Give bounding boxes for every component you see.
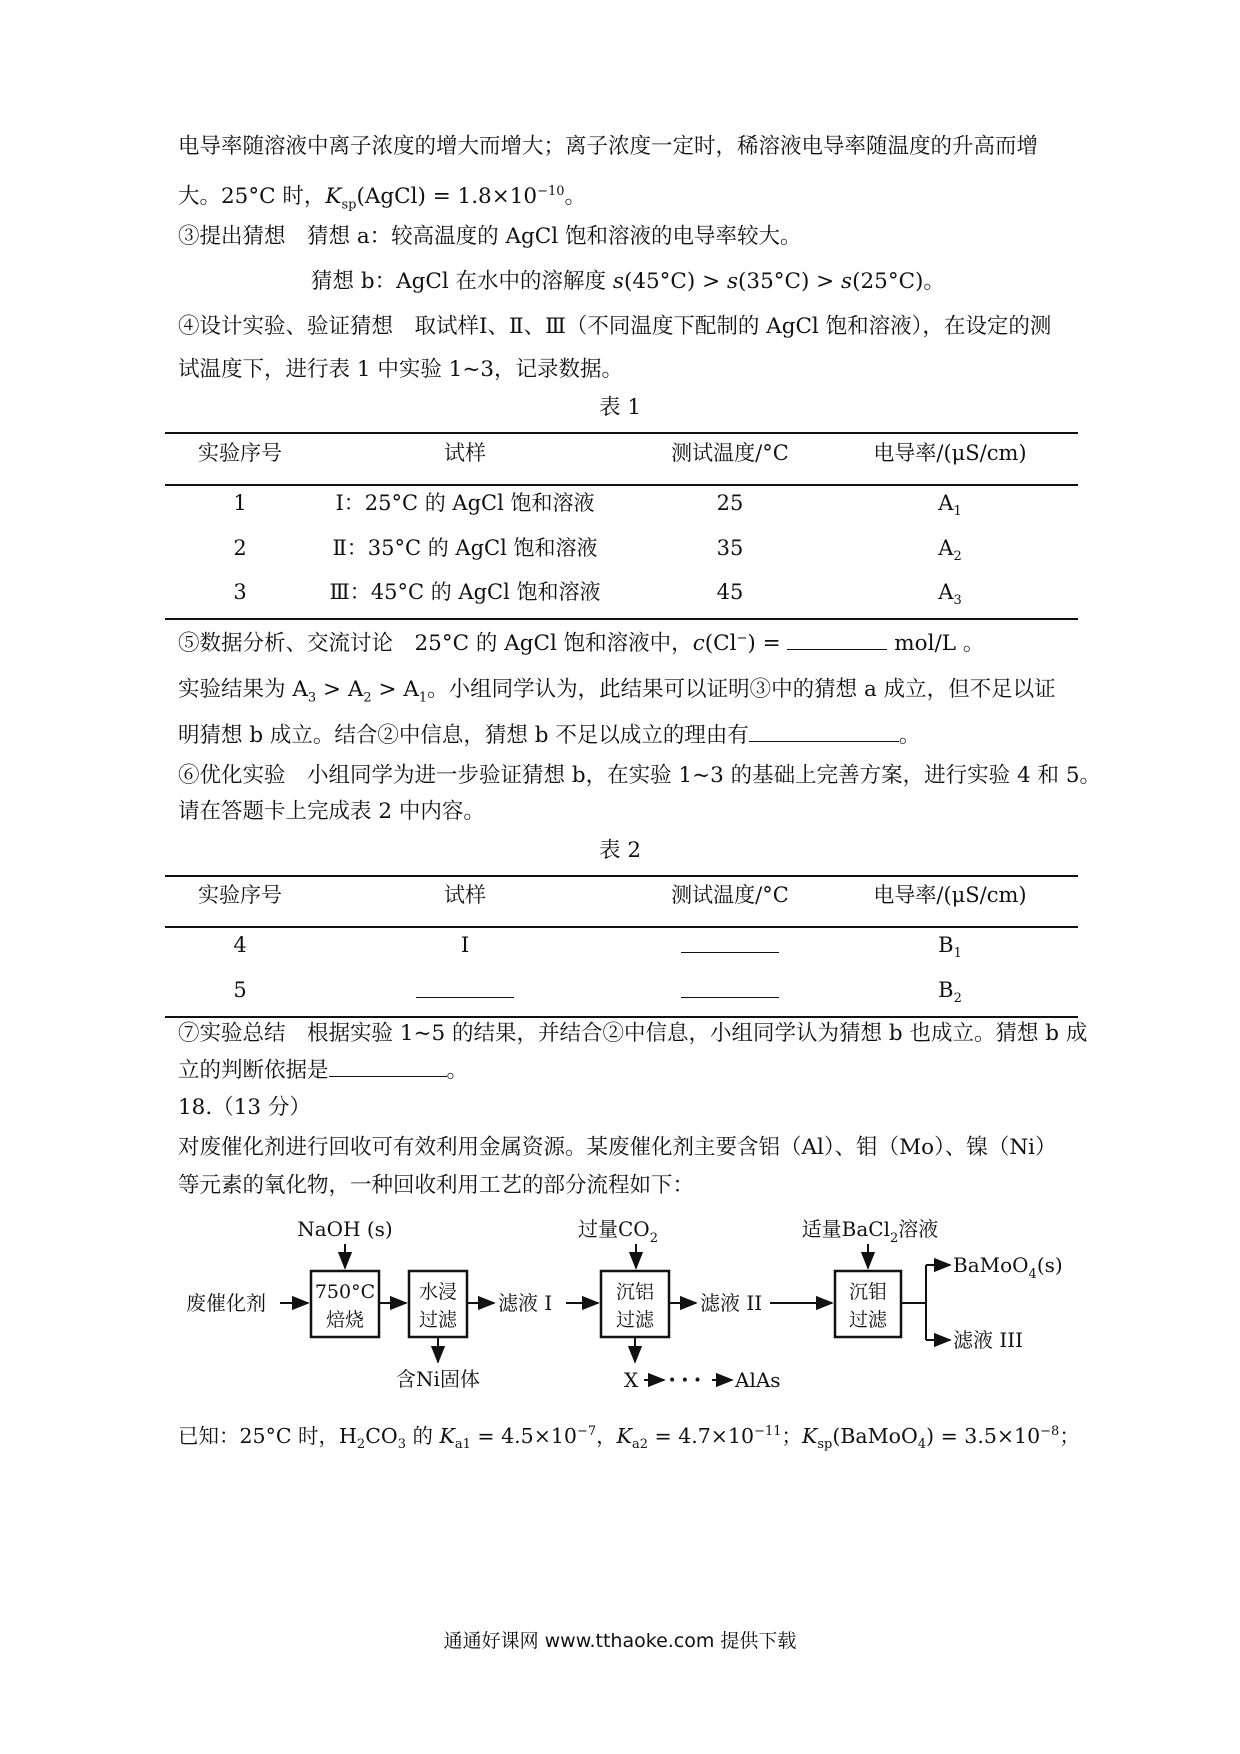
text: (35°C) > — [738, 269, 842, 294]
table1-row1-no: 1 — [233, 491, 247, 515]
text: CO — [365, 1423, 398, 1448]
svg-text:沉铝: 沉铝 — [615, 1281, 655, 1303]
solubility-symbol: s — [612, 269, 624, 294]
reagent-naoh: NaOH (s) — [297, 1217, 393, 1241]
table2-header-cond: 电导率/(μS/cm) — [873, 883, 1027, 907]
text: ③提出猜想 猜想 a：较高温度的 AgCl 饱和溶液的电导率较大。 — [178, 224, 802, 249]
solubility-symbol: s — [841, 269, 853, 294]
ksp-symbol: K — [802, 1423, 818, 1448]
text: mol/L 。 — [887, 631, 985, 657]
text: ⑥优化实验 小组同学为进一步验证猜想 b，在实验 1~3 的基础上完善方案，进行实验 4 和 5。 — [178, 763, 1102, 788]
text: 对废催化剂进行回收可有效利用金属资源。某废催化剂主要含铝（Al）、钼（Mo）、镍（Ni） — [178, 1135, 1057, 1160]
svg-text:过滤: 过滤 — [418, 1309, 458, 1331]
reagent-bacl2: 适量BaCl$_2$溶液 — [801, 1217, 939, 1246]
reagent-co2: 过量$CO_2$ — [578, 1217, 658, 1246]
text: 猜想 b：AgCl 在水中的溶解度 — [311, 269, 613, 294]
text: ⑦实验总结 根据实验 1~5 的结果，并结合②中信息，小组同学认为猜想 b 也成立。猜想 b 成 — [178, 1021, 1088, 1046]
superscript: −8 — [1040, 1424, 1060, 1439]
subscript: a1 — [454, 1436, 471, 1452]
flow-start: 废催化剂 — [186, 1291, 266, 1315]
text: 大。25°C 时， — [178, 184, 326, 210]
text: 等元素的氧化物，一种回收利用工艺的部分流程如下： — [178, 1173, 695, 1198]
value: A — [938, 491, 954, 515]
text: (25°C)。 — [852, 269, 945, 294]
subscript: sp — [341, 197, 357, 213]
svg-text:沉钼: 沉钼 — [848, 1281, 888, 1303]
text: 。 — [898, 723, 921, 748]
text: 明猜想 b 成立。结合②中信息，猜想 b 不足以成立的理由有 — [178, 723, 749, 748]
subscript: 1 — [953, 504, 962, 520]
text: ； — [781, 1423, 803, 1448]
text: ； — [1059, 1423, 1080, 1448]
subscript: 2 — [363, 690, 372, 706]
filtrate-1: 滤液 I — [498, 1291, 553, 1315]
solubility-symbol: s — [726, 269, 739, 294]
table2-row2-no: 5 — [233, 978, 247, 1002]
table1-row1-sample: Ⅰ：25°C 的 AgCl 饱和溶液 — [335, 491, 595, 515]
text: 的 — [405, 1423, 440, 1448]
svg-text:750°C: 750°C — [314, 1281, 376, 1303]
subscript: 3 — [307, 690, 317, 706]
superscript: −7 — [576, 1424, 597, 1439]
table1-header-temp: 测试温度/°C — [671, 441, 789, 465]
ni-solid: 含Ni固体 — [396, 1367, 480, 1391]
svg-text:• • •: • • • — [668, 1373, 702, 1389]
value: A — [938, 536, 954, 560]
table1-header-sample: 试样 — [444, 441, 486, 465]
text: 试温度下，进行表 1 中实验 1~3，记录数据。 — [178, 357, 624, 382]
subscript: 2 — [953, 991, 962, 1007]
text: 请在答题卡上完成表 2 中内容。 — [178, 799, 485, 824]
table1-row3-temp: 45 — [716, 580, 744, 604]
text: (45°C) > — [623, 269, 727, 294]
value: B — [938, 978, 954, 1002]
subscript: a2 — [631, 1436, 648, 1452]
text: 已知：25°C 时，H — [178, 1423, 357, 1448]
table2-header-no: 实验序号 — [198, 883, 282, 907]
subscript: sp — [817, 1436, 833, 1452]
table1-row3-no: 3 — [233, 580, 247, 604]
text: ， — [596, 1423, 617, 1448]
table1-row2-no: 2 — [233, 536, 247, 560]
text: > A — [316, 677, 364, 702]
text: 电导率随溶液中离子浓度的增大而增大；离子浓度一定时，稀溶液电导率随温度的升高而增 — [178, 134, 1039, 159]
text: > A — [371, 677, 419, 702]
value: A — [938, 580, 954, 604]
table2-row1-sample: Ⅰ — [460, 933, 470, 957]
text: ④设计实验、验证猜想 取试样Ⅰ、Ⅱ、Ⅲ（不同温度下配制的 AgCl 饱和溶液），在设定的测 — [178, 314, 1052, 339]
product-bamoo4: BaMoO$_4$(s) — [953, 1253, 1063, 1282]
text: 实验结果为 A — [178, 677, 308, 702]
value: B — [938, 933, 954, 957]
text: 。 — [564, 184, 587, 210]
svg-text:过滤: 过滤 — [615, 1309, 655, 1331]
table1-row2-temp: 35 — [716, 536, 744, 560]
table2-caption: 表 2 — [598, 838, 641, 863]
subscript: 2 — [356, 1436, 366, 1452]
ka-symbol: K — [439, 1423, 455, 1448]
conc-symbol: c — [692, 631, 705, 657]
subscript: 3 — [397, 1436, 406, 1452]
text: 立的判断依据是 — [178, 1058, 329, 1083]
filtrate-2: 滤液 II — [700, 1291, 763, 1315]
table1-header-no: 实验序号 — [198, 441, 282, 465]
text: 。 — [446, 1058, 469, 1083]
text: 18.（13 分） — [178, 1095, 311, 1120]
table1-row1-temp: 25 — [716, 491, 744, 515]
text: ) = — [747, 631, 781, 657]
superscript: − — [736, 631, 748, 646]
superscript: −11 — [754, 1424, 782, 1439]
text-line — [178, 1417, 1080, 1460]
table1-row2-sample: Ⅱ：35°C 的 AgCl 饱和溶液 — [332, 536, 598, 560]
subscript: 1 — [953, 946, 962, 962]
table1-row3-sample: Ⅲ：45°C 的 AgCl 饱和溶液 — [329, 580, 601, 604]
text: = 4.7×10 — [648, 1423, 755, 1448]
table1-header-cond: 电导率/(μS/cm) — [873, 441, 1027, 465]
text: = 4.5×10 — [470, 1423, 577, 1448]
filtrate-3: 滤液 III — [953, 1328, 1024, 1352]
subscript: 4 — [917, 1436, 927, 1452]
text: 。小组同学认为，此结果可以证明③中的猜想 a 成立，但不足以证 — [427, 677, 1056, 702]
svg-text:水浸: 水浸 — [418, 1281, 458, 1303]
subscript: 3 — [953, 593, 962, 609]
table2-header-temp: 测试温度/°C — [671, 883, 789, 907]
text: ⑤数据分析、交流讨论 25°C 的 AgCl 饱和溶液中， — [178, 631, 693, 657]
text: ) = 3.5×10 — [926, 1423, 1041, 1448]
text: (AgCl) = 1.8×10 — [356, 184, 538, 210]
text: (Cl — [704, 631, 737, 657]
table1-caption: 表 1 — [598, 395, 641, 420]
table2-header-sample: 试样 — [444, 883, 486, 907]
subscript: 2 — [953, 549, 962, 565]
text: (BaMoO — [832, 1423, 918, 1448]
superscript: −10 — [537, 184, 565, 199]
svg-text:焙烧: 焙烧 — [325, 1309, 365, 1331]
svg-text:过滤: 过滤 — [848, 1309, 888, 1331]
product-x: X — [624, 1368, 639, 1392]
subscript: 1 — [418, 690, 428, 706]
ka-symbol: K — [616, 1423, 632, 1448]
table2-row1-no: 4 — [233, 933, 247, 957]
page-footer: 通通好课网 www.tthaoke.com 提供下载 — [443, 1630, 797, 1652]
ksp-symbol: K — [325, 184, 342, 210]
product-alas: AlAs — [735, 1368, 781, 1392]
